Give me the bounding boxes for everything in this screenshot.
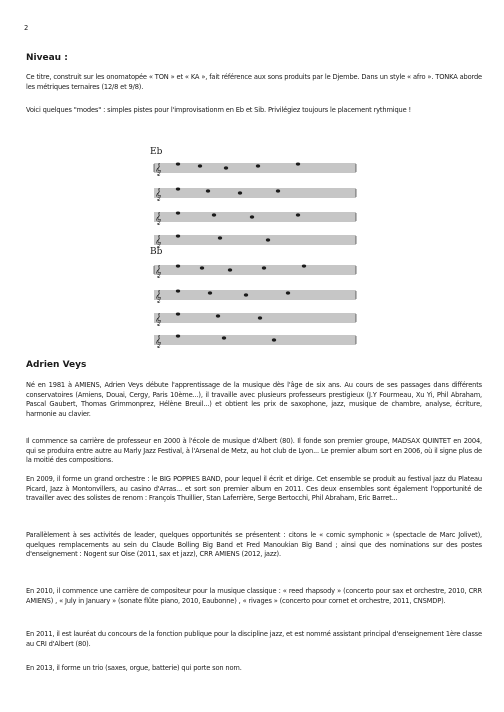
score-label-bb: Bb (150, 247, 163, 257)
staff-bb-3 (154, 314, 356, 322)
niveau-paragraph-2: Voici quelques "modes" : simples pistes pour l'improvisationm en Eb et Sib. Privilégiez toujours le placement rythmique ! (26, 105, 412, 114)
bio-paragraph-7: En 2013, il forme un trio (saxes, orgue, batterie) qui porte son nom. (26, 663, 242, 672)
svg-text:𝄞: 𝄞 (155, 335, 162, 348)
niveau-heading: Niveau : (26, 53, 68, 63)
svg-text:𝄞: 𝄞 (155, 265, 162, 278)
bio-paragraph-6: En 2011, il est lauréat du concours de la fonction publique pour la discipline jazz, et est nommé assistant principal d'enseignement 1ère classe au CRI d'Albert (80). (26, 629, 482, 648)
staff-bb-1 (154, 266, 356, 274)
staff-bb-2 (154, 291, 356, 299)
music-score (148, 142, 360, 350)
svg-text:𝄞: 𝄞 (155, 235, 162, 248)
staff-eb-4 (154, 236, 356, 244)
svg-text:𝄞: 𝄞 (155, 188, 162, 201)
svg-text:𝄞: 𝄞 (155, 212, 162, 225)
bio-paragraph-2: Il commence sa carrière de professeur en 2000 à l'école de musique d'Albert (80). Il fonde son premier groupe, MADSAX QUINTET en 2004, qui se produira entre autre au Marly Jazz Festival, à l'Arsenal de Metz, au hot club de Lyon... Le premier album sort en 2006, où il signe plus de la moitié des compositions. (26, 436, 482, 465)
svg-text:𝄞: 𝄞 (155, 290, 162, 303)
page-number: 2 (24, 24, 29, 32)
niveau-paragraph-1: Ce titre, construit sur les onomatopée « TON » et « KA », fait référence aux sons produits par le Djembe. Dans un style « afro ». TONKA aborde les métriques ternaires (12/8 et 9/8). (26, 72, 482, 91)
bio-paragraph-3: En 2009, il forme un grand orchestre : le BIG POPPIES BAND, pour lequel il écrit et dirige. Cet ensemble se produit au festival jazz du Plateau Picard, Jazz à Montonvillers, au casino d'Arras... et sort son premier album en 2011. Ces deux ensembles sont également l'opportunité de travailler avec des solistes de renom : François Thuillier, Stan Laferrière, Serge Bertocchi, Phil Abraham, Eric Barret... (26, 474, 482, 503)
score-label-eb: Eb (150, 147, 163, 157)
staff-eb-1 (154, 164, 356, 172)
staff-eb-2 (154, 189, 356, 197)
staff-eb-3 (154, 213, 356, 221)
svg-text:𝄞: 𝄞 (155, 313, 162, 326)
bio-paragraph-1: Né en 1981 à AMIENS, Adrien Veys débute l'apprentissage de la musique dès l'âge de six ans. Au cours de ses passages dans différents conservatoires (Amiens, Douai, Cergy, Paris 10ème...), il travaille avec plusieurs professeurs prestigieux (J.Y Fourmeau, Xu Yi, Phil Abraham, Pascal Gaubert, Thomas Grimmonprez, Hélène Breuil...) et obtient les prix de saxophone, jazz, musique de chambre, analyse, écriture, harmonie au clavier. (26, 380, 482, 418)
svg-text:𝄞: 𝄞 (155, 163, 162, 176)
bio-heading: Adrien Veys (26, 360, 87, 370)
bio-paragraph-4: Parallèlement à ses activités de leader, quelques opportunités se présentent : citons le « comic symphonic » (spectacle de Marc Jolivet), quelques remplacements au sein du Claude Bolling Big Band et Fred Manoukian Big Band ; ainsi que des nominations sur des postes d'enseignement : Nogent sur Oise (2011, sax et jazz), CRR AMIENS (2012, jazz). (26, 530, 482, 559)
bio-paragraph-5: En 2010, il commence une carrière de compositeur pour la musique classique : « reed rhapsody » (concerto pour sax et orchestre, 2010, CRR AMIENS) , « July in January » (sonate flûte piano, 2010, Eaubonne) , « rivages » (concerto pour cornet et orchestre, 2011, CNSMDP). (26, 586, 482, 605)
staff-bb-4 (154, 336, 356, 344)
note-heads (176, 163, 306, 342)
